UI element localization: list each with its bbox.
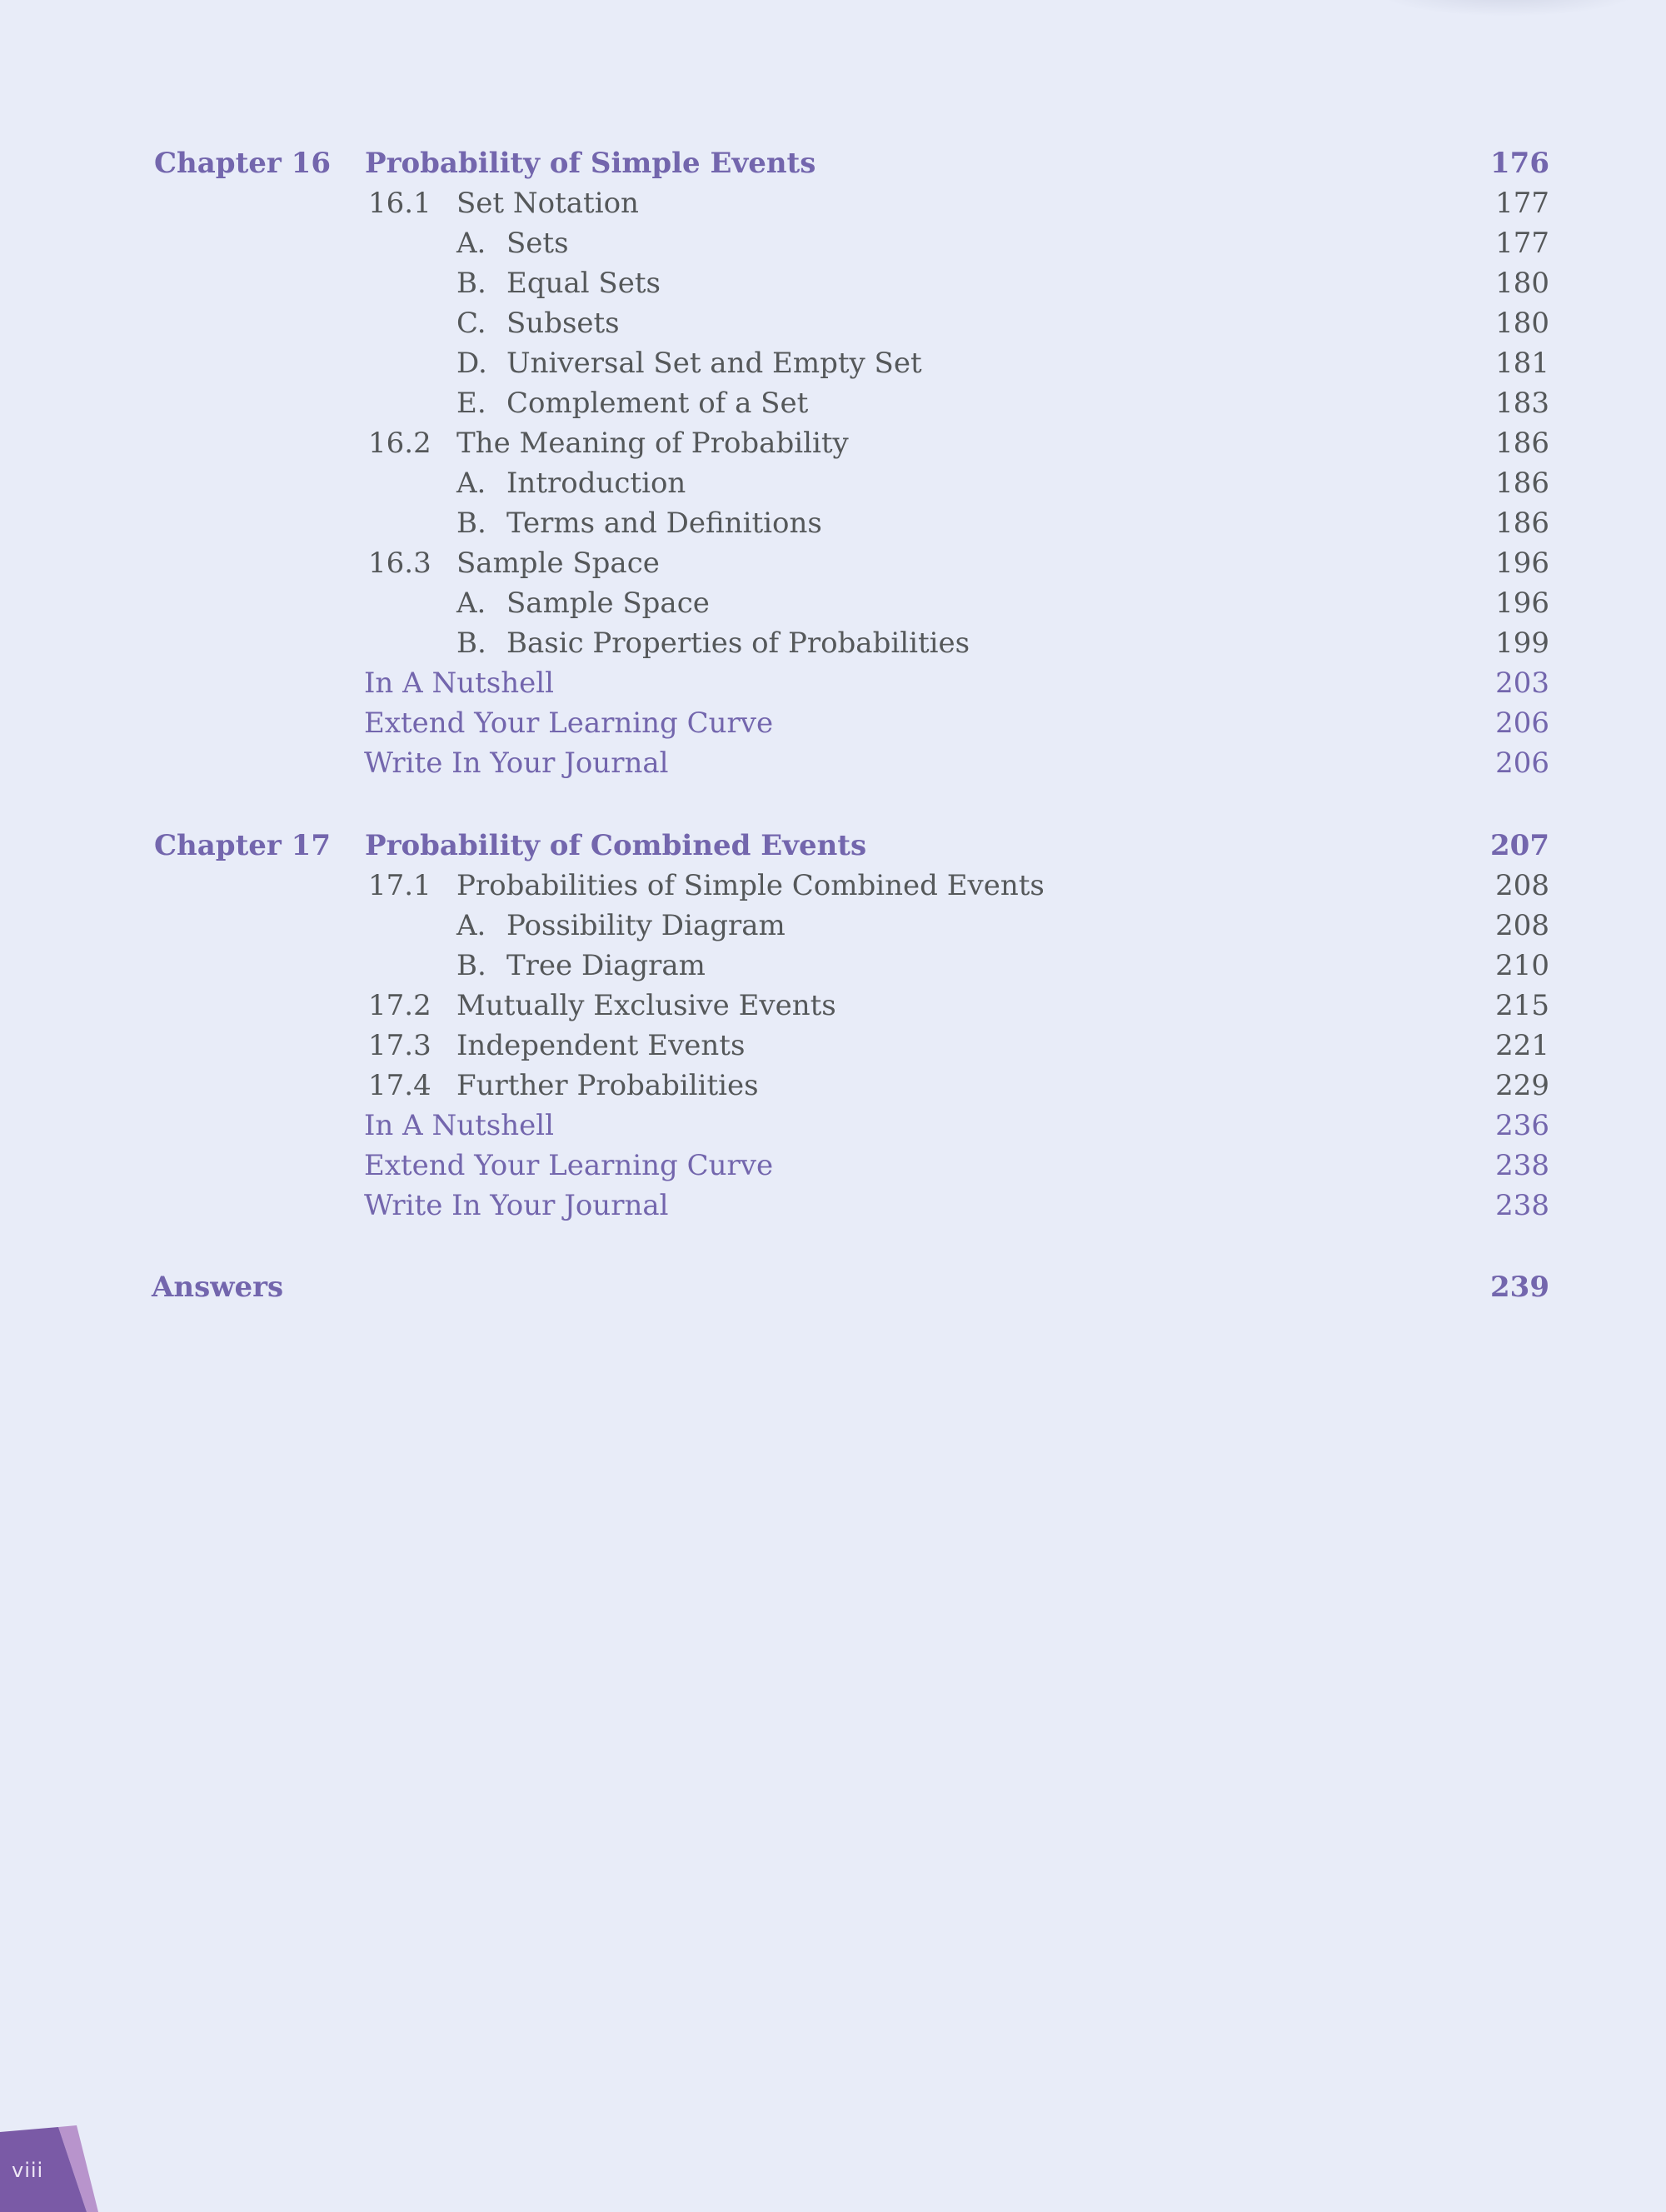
subsection-letter: B.	[456, 949, 486, 982]
subsection-title: Basic Properties of Probabilities	[506, 627, 970, 660]
chapter-label: Chapter 17	[154, 829, 331, 862]
page-number: 196	[1495, 587, 1549, 620]
page-number: 207	[1490, 829, 1549, 862]
subsection-title: Subsets	[506, 307, 620, 340]
page-number: 183	[1495, 387, 1549, 420]
toc-section[interactable]	[0, 423, 1666, 463]
page-number: 177	[1495, 187, 1549, 220]
toc-section[interactable]	[0, 1066, 1666, 1106]
toc-subsection[interactable]	[0, 343, 1666, 383]
extra-title: Extend Your Learning Curve	[364, 1149, 774, 1182]
toc-subsection[interactable]	[0, 223, 1666, 263]
subsection-title: Complement of a Set	[506, 387, 809, 420]
page-number: 186	[1495, 507, 1549, 540]
answers-label: Answers	[152, 1271, 284, 1304]
toc-subsection[interactable]	[0, 623, 1666, 663]
toc-subsection[interactable]	[0, 263, 1666, 303]
toc-answers[interactable]	[0, 1267, 1666, 1307]
page-number: 186	[1495, 427, 1549, 460]
page-number: 206	[1495, 746, 1549, 780]
page-number: 221	[1495, 1029, 1549, 1062]
toc-extra-nutshell[interactable]	[0, 663, 1666, 703]
page-number: 177	[1495, 227, 1549, 260]
section-title: Mutually Exclusive Events	[456, 989, 836, 1022]
section-number: 16.1	[368, 187, 431, 220]
chapter-heading[interactable]	[0, 143, 1666, 183]
page-number-tab	[0, 2120, 108, 2212]
toc-section[interactable]	[0, 183, 1666, 223]
section-number: 17.2	[368, 989, 431, 1022]
chapter-heading[interactable]	[0, 826, 1666, 866]
chapter-label: Chapter 16	[154, 147, 331, 180]
extra-title: In A Nutshell	[364, 667, 555, 700]
toc-subsection[interactable]	[0, 463, 1666, 503]
page-number: 196	[1495, 547, 1549, 580]
section-title: Set Notation	[456, 187, 639, 220]
section-number: 17.3	[368, 1029, 431, 1062]
toc-extra-journal[interactable]	[0, 1186, 1666, 1226]
subsection-title: Equal Sets	[506, 267, 661, 300]
toc-section[interactable]	[0, 1026, 1666, 1066]
page-number: 181	[1495, 347, 1549, 380]
subsection-title: Possibility Diagram	[506, 909, 786, 942]
section-title: Sample Space	[456, 547, 660, 580]
toc-section[interactable]	[0, 986, 1666, 1026]
subsection-title: Sample Space	[506, 587, 710, 620]
page-number-label: viii	[12, 2159, 44, 2182]
subsection-letter: C.	[456, 307, 486, 340]
extra-title: Write In Your Journal	[364, 746, 669, 780]
page-number: 203	[1495, 667, 1549, 700]
page-curl-shadow	[1374, 0, 1641, 17]
page-number: 180	[1495, 307, 1549, 340]
toc-subsection[interactable]	[0, 303, 1666, 343]
subsection-letter: A.	[456, 909, 486, 942]
page-number: 199	[1495, 627, 1549, 660]
subsection-title: Terms and Definitions	[506, 507, 822, 540]
subsection-letter: B.	[456, 627, 486, 660]
section-title: Further Probabilities	[456, 1069, 759, 1102]
toc-subsection[interactable]	[0, 946, 1666, 986]
subsection-letter: B.	[456, 507, 486, 540]
toc-subsection[interactable]	[0, 503, 1666, 543]
subsection-letter: A.	[456, 467, 486, 500]
subsection-letter: A.	[456, 227, 486, 260]
page-number: 239	[1490, 1271, 1549, 1304]
section-number: 17.1	[368, 869, 431, 902]
toc-section[interactable]	[0, 866, 1666, 906]
page-number: 176	[1490, 147, 1549, 180]
section-title: Independent Events	[456, 1029, 746, 1062]
page-number: 180	[1495, 267, 1549, 300]
toc-section[interactable]	[0, 543, 1666, 583]
page-number: 229	[1495, 1069, 1549, 1102]
section-number: 16.3	[368, 547, 431, 580]
toc-subsection[interactable]	[0, 906, 1666, 946]
section-title: The Meaning of Probability	[456, 427, 849, 460]
section-title: Probabilities of Simple Combined Events	[456, 869, 1045, 902]
section-number: 16.2	[368, 427, 431, 460]
extra-title: Write In Your Journal	[364, 1189, 669, 1222]
toc-extra-learning-curve[interactable]	[0, 703, 1666, 743]
toc-extra-journal[interactable]	[0, 743, 1666, 783]
page-number: 186	[1495, 467, 1549, 500]
extra-title: In A Nutshell	[364, 1109, 555, 1142]
toc-extra-nutshell[interactable]	[0, 1106, 1666, 1146]
subsection-title: Tree Diagram	[506, 949, 706, 982]
subsection-title: Sets	[506, 227, 569, 260]
page-number: 238	[1495, 1189, 1549, 1222]
page-number: 210	[1495, 949, 1549, 982]
subsection-letter: E.	[456, 387, 486, 420]
page-number: 208	[1495, 869, 1549, 902]
subsection-letter: A.	[456, 587, 486, 620]
page-number: 236	[1495, 1109, 1549, 1142]
subsection-title: Introduction	[506, 467, 686, 500]
page-number: 215	[1495, 989, 1549, 1022]
chapter-title: Probability of Simple Events	[365, 147, 816, 180]
toc-subsection[interactable]	[0, 383, 1666, 423]
page-number: 238	[1495, 1149, 1549, 1182]
subsection-title: Universal Set and Empty Set	[506, 347, 922, 380]
page-number: 208	[1495, 909, 1549, 942]
subsection-letter: B.	[456, 267, 486, 300]
extra-title: Extend Your Learning Curve	[364, 707, 774, 740]
toc-extra-learning-curve[interactable]	[0, 1146, 1666, 1186]
page-number: 206	[1495, 707, 1549, 740]
toc-subsection[interactable]	[0, 583, 1666, 623]
subsection-letter: D.	[456, 347, 487, 380]
section-number: 17.4	[368, 1069, 431, 1102]
chapter-title: Probability of Combined Events	[365, 829, 867, 862]
